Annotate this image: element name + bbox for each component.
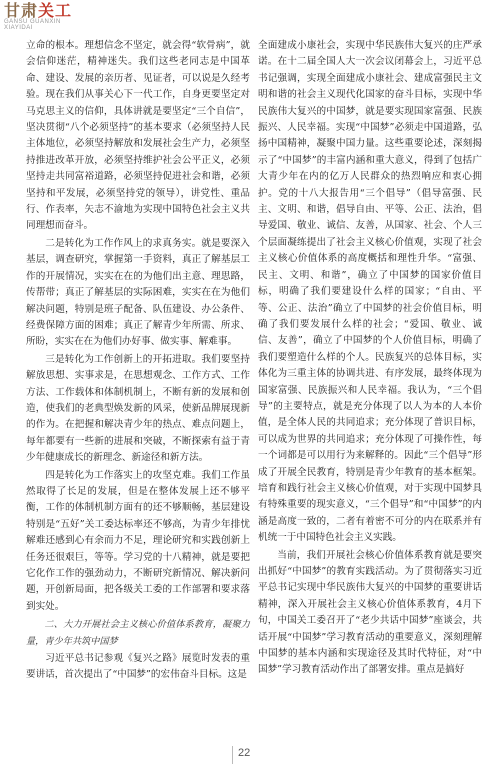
logo-accent-text: 关工 bbox=[38, 1, 73, 20]
logo-subtitle-2: XIAYIDAI bbox=[4, 25, 33, 31]
paragraph: 全面建成小康社会，实现中华民族伟大复兴的庄严承诺。在十二届全国人大一次会议闭幕会上，习近平总书记强调，实现全面建成小康社会、建成富强民主文明和谐的社会主义现代化国家的奋斗目标，实现中华民族伟大复兴的中国梦，就是要实现国家富强、民族振兴、人民幸福。实现“中国梦”必须走中国道路，弘扬中国精神，凝聚中国力量。这些重要论述，深刻揭示了“中国梦”的丰富内涵和重大意义，得到了包括广大青少年在内的亿万人民群众的热烈响应和衷心拥护。党的十八大报告用“三个倡导”（倡导富强、民主、文明、和谐，倡导自由、平等、公正、法治，倡导爱国、敬业、诚信、友善，从国家、社会、个人三个层面凝练提出了社会主义核心价值观，实现了社会主义核心价值体系的高度概括和理性升华。“富强、民主、文明、和谐”，确立了中国梦的国家价值目标，明确了我们要建设什么样的国家；“自由、平等、公正、法治”确立了中国梦的社会价值目标，明确了我们要发展什么样的社会；“爱国、敬业、诚信、友善”，确立了中国梦的个人价值目标，明确了我们要塑造什么样的个人。民族复兴的总体目标，实体化为三重主体的协调共进、有序发展，最终体现为国家富强、民族振兴和人民幸福。我认为，“三个倡导”的主要特点，就是充分体现了以人为本的人本价值，是全体人民的共同追求；充分体现了普识目标，可以成为世界的共同追求；充分体现了可操作性，每一个词都是可以用行为来解释的。因此“三个倡导”形成了开展全民教育，特别是青少年教育的基本框架。培育和践行社会主义核心价值观，对于实现中国梦具有特殊重要的现实意义，“三个倡导”和“中国梦”的内涵是高度一致的，二者有着密不可分的内在联系并有机统一于中国特色社会主义实践。 bbox=[258, 40, 482, 544]
paragraph: 立命的根本。理想信念不坚定，就会得“软骨病”，就会信仰迷茫，精神迷失。我们这些老同志是中国革命、建设、发展的亲历者、见证者，可以说是久经考验。现在我们从事关心下一代工作，自身更要坚定对马克思主义的信仰，具体讲就是要坚定“三个自信”，坚决贯彻“八个必须坚持”的基本要求（必须坚持人民主体地位，必须坚持解放和发展社会生产力，必须坚持推进改革开放，必须坚持维护社会公平正义，必须坚持走共同富裕道路，必须坚持促进社会和谐，必须坚持和平发展，必须坚持党的领导），讲党性、重品行、作表率，矢志不渝地为实现中国特色社会主义共同理想而奋斗。 bbox=[26, 40, 250, 232]
paragraph: 习近平总书记参观《复兴之路》展览时发表的重要讲话，首次提出了“中国梦”的宏伟奋斗目标。这是 bbox=[26, 653, 250, 681]
section-heading: 二、大力开展社会主义核心价值体系教育，凝聚力量，青少年共筑中国梦 bbox=[26, 619, 250, 647]
paragraph: 三是转化为工作创新上的开拓进取。我们要坚持解放思想、实事求是，在思想观念、工作方式、工作方法、工作载体和体制机制上，不断有新的发展和创造，使我们的老典型焕发新的风采，使新品牌展现新的作为。在把握和解决青少年的热点、难点问题上，每年都要有一些新的进展和突破，不断探索有益于青少年健康成长的新理念、新途径和新方法。 bbox=[26, 353, 250, 464]
magazine-logo bbox=[4, 2, 124, 32]
page-number: 22 bbox=[238, 747, 251, 759]
paragraph: 当前，我们开展社会核心价值体系教育就是要突出抓好“中国梦”的教育实践活动。为了贯彻落实习近平总书记实现中华民族伟大复兴的中国梦的重要讲话精神，深入开展社会主义核心价值体系教育，4月下旬，中国关工委召开了“老少共话中国梦”座谈会，共话开展“中国梦”学习教育活动的重要意义，深刻理解中国梦的基本内涵和实现途径及其时代特征，对“中国梦”学习教育活动作出了部署安排。重点是搞好 bbox=[258, 549, 482, 676]
right-text-column bbox=[258, 38, 482, 679]
footer-divider bbox=[232, 746, 233, 764]
paragraph: 四是转化为工作落实上的攻坚克难。我们工作虽然取得了长足的发展，但是在整体发展上还不够平衡，工作的体制机制方面有的还不够顺畅，基层建设特别是“五好”关工委达标率还不够高，为青少年排忧解难还感到心有余而力不足，理论研究和实践创新上任务还很艰巨，等等。学习党的十八精神，就是要把它化作工作的强劲动力，不断研究新情况、解决新问题，开创新局面，把各级关工委的工作部署和要求落到实处。 bbox=[26, 469, 250, 612]
left-text-column bbox=[26, 38, 250, 684]
page-footer bbox=[0, 742, 500, 772]
logo-main-text: 甘肃 bbox=[4, 1, 39, 20]
logo-subtitle-1: GANSU GUANXIN bbox=[4, 19, 61, 25]
paragraph: 二是转化为工作作风上的求真务实。就是要深入基层，调查研究，掌握第一手资料，真正了解基层工作的开展情况，实实在在的为他们出主意、理思路，传帮带；真正了解基层的实际困难，实实在在为他们解决问题，特别是班子配备、队伍建设、办公条件、经费保障方面的困难；真正了解青少年所需、所求、所盼，实实在在为他们办好事、做实事、解难事。 bbox=[26, 237, 250, 348]
logo-title bbox=[4, 2, 124, 19]
